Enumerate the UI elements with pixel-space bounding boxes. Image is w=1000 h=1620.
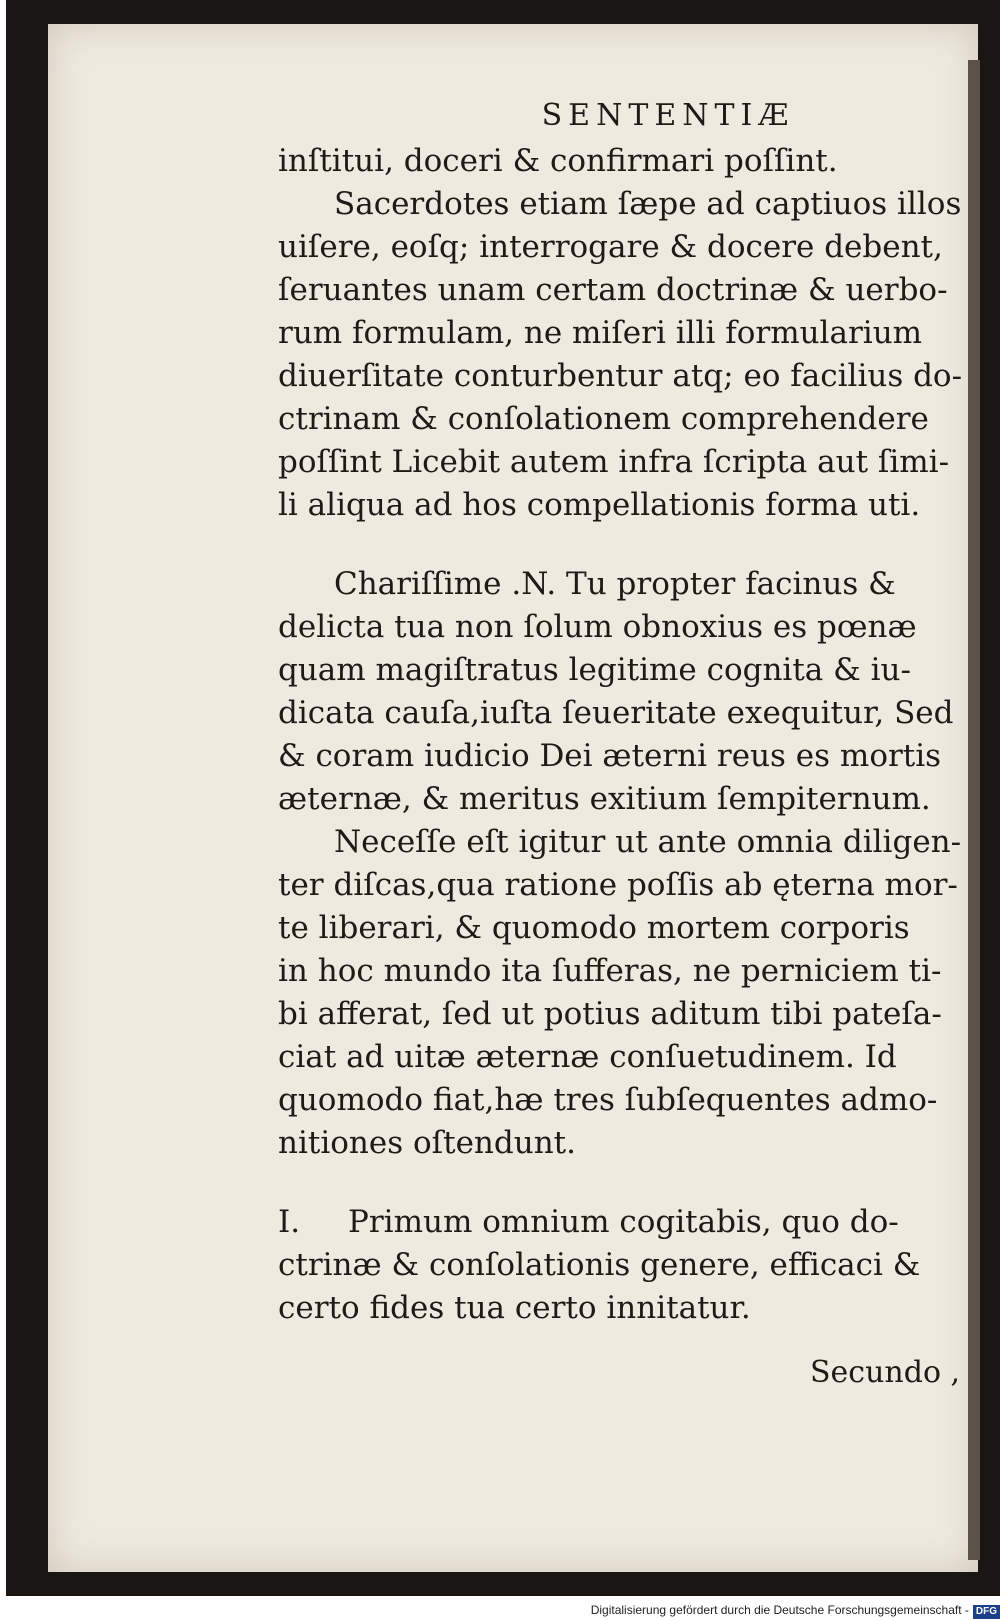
text-line: li aliqua ad hos compellationis forma uti.: [278, 487, 921, 523]
text-line: nitiones oſtendunt.: [278, 1125, 576, 1161]
text-line: delicta tua non ſolum obnoxius es pœnæ: [278, 609, 917, 645]
text-line: Neceſſe eſt igitur ut ante omnia diligen-: [334, 824, 962, 860]
text-line: Primum omnium cogitabis, quo do-: [348, 1204, 899, 1240]
text-line: ciat ad uitæ æternæ conſuetudinem. Id: [278, 1039, 897, 1075]
text-line: rum formulam, ne miſeri illi formularium: [278, 315, 923, 351]
text-line: æternæ, & meritus exitium ſempiternum.: [278, 781, 931, 817]
numbered-item: [278, 1201, 958, 1330]
paragraph-1: [278, 140, 958, 183]
text-line: inſtitui, doceri & confirmari poſſint.: [278, 143, 838, 179]
paragraph-4: [278, 821, 962, 1165]
numbered-line: [278, 1201, 958, 1244]
text-line: ctrinæ & conſolationis genere, efficaci &: [278, 1247, 921, 1283]
footer-text: Digitalisierung gefördert durch die Deutsche Forschungsgemeinschaft -: [590, 1603, 969, 1617]
dfg-logo: DFG: [973, 1605, 1000, 1619]
paragraph-2: [278, 183, 963, 527]
running-title: SENTENTIÆ: [541, 98, 795, 133]
text-line: bi afferat, ſed ut potius aditum tibi pateſa-: [278, 996, 942, 1032]
spacer: [278, 1165, 958, 1201]
paragraph-3: [278, 563, 958, 821]
text-line: ſeruantes unam certam doctrinæ & uerbo-: [278, 272, 948, 308]
item-number: I.: [278, 1204, 301, 1240]
text-line: te liberari, & quomodo mortem corporis: [278, 910, 910, 946]
text-line: quomodo fiat,hæ tres ſubſequentes admo-: [278, 1082, 938, 1118]
text-line: diuerſitate conturbentur atq; eo facilius do-: [278, 358, 963, 394]
text-line: quam magiſtratus legitime cognita & iu-: [278, 652, 911, 688]
page-text: [278, 92, 963, 1330]
text-line: poſſint Licebit autem infra ſcripta aut ſimi-: [278, 444, 950, 480]
text-line: ter diſcas,qua ratione poſſis ab ęterna mor-: [278, 867, 958, 903]
catchword: Secundo ,: [810, 1355, 961, 1390]
text-line: Sacerdotes etiam ſæpe ad captiuos illos: [334, 186, 962, 222]
text-line: dicata cauſa,iuſta ſeueritate exequitur, Sed: [278, 695, 954, 731]
text-line: certo fides tua certo innitatur.: [278, 1290, 751, 1326]
spacer: [278, 527, 958, 563]
text-line: ctrinam & conſolationem comprehendere: [278, 401, 929, 437]
text-line: in hoc mundo ita ſufferas, ne perniciem ti-: [278, 953, 942, 989]
text-line: uiſere, eoſq; interrogare & docere debent,: [278, 229, 943, 265]
text-line: Chariſſime .N. Tu propter facinus &: [334, 566, 896, 602]
text-line: & coram iudicio Dei æterni reus es mortis: [278, 738, 942, 774]
page-edge: [968, 60, 980, 1560]
digitization-footer: [560, 1600, 1000, 1620]
